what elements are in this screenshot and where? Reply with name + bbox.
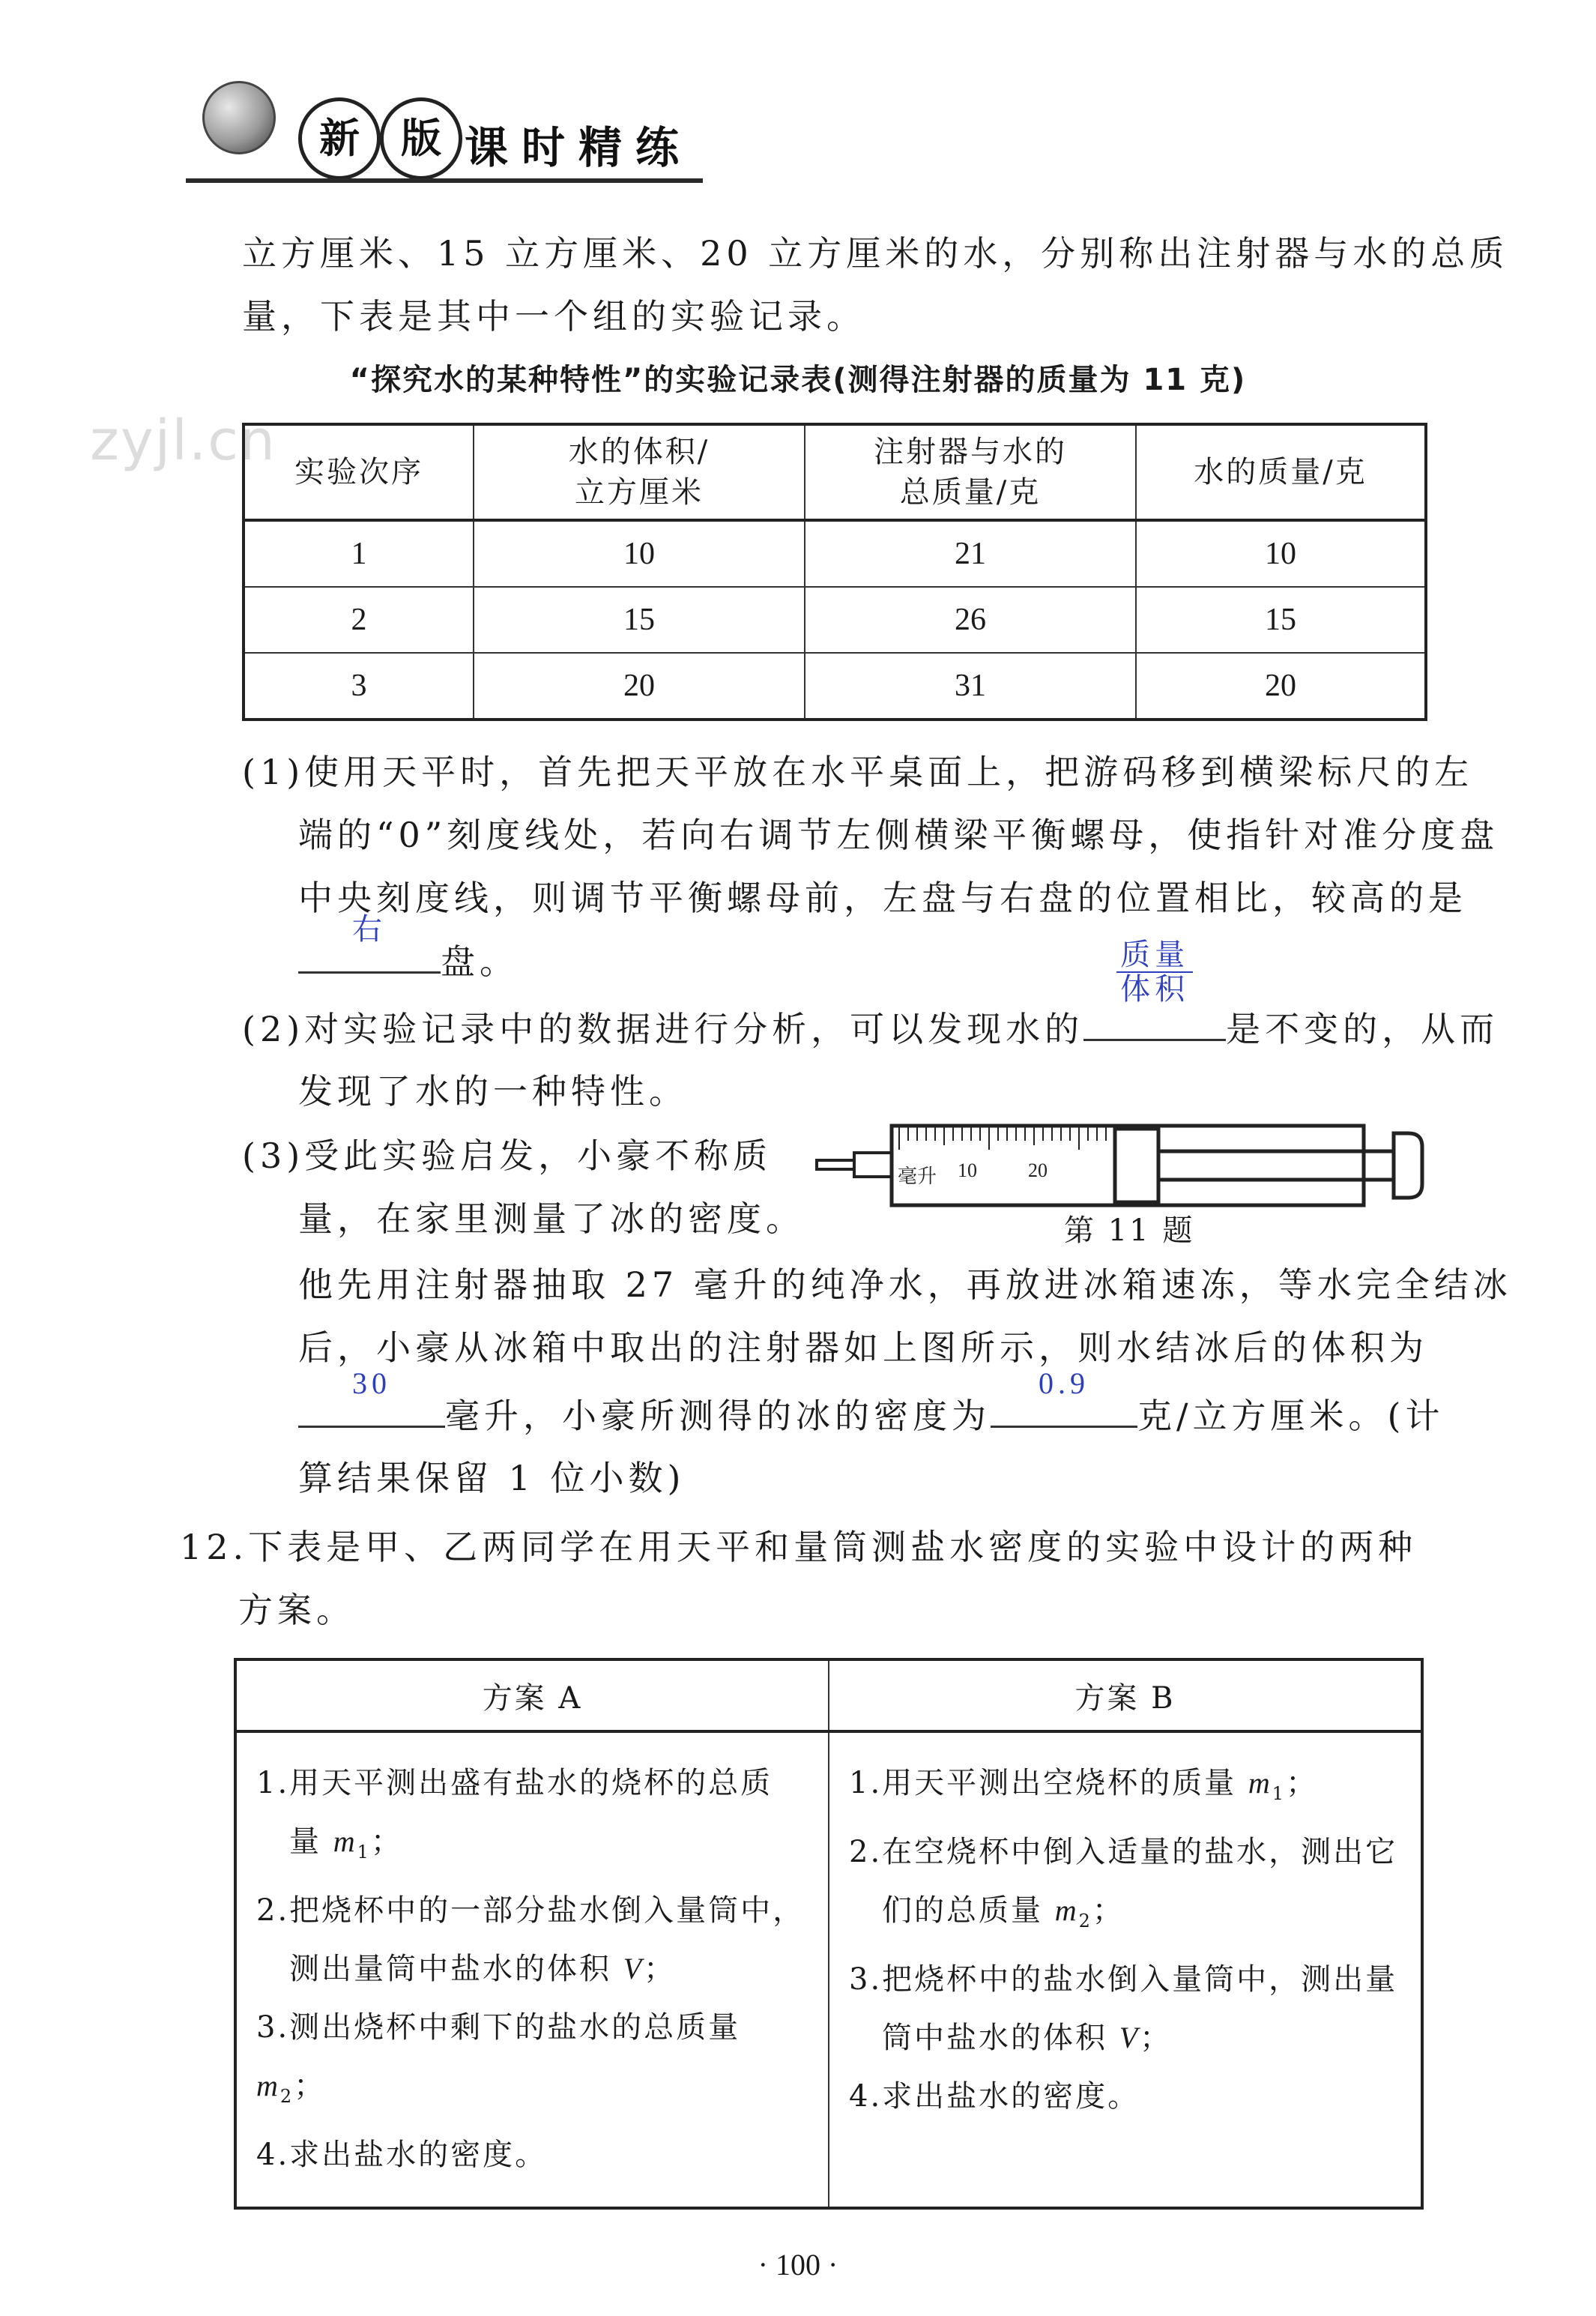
q3-line-4: 后，小豪从冰箱中取出的注射器如上图所示，则水结冰后的体积为 [298,1327,1428,1368]
cell: 31 [805,653,1136,720]
intro-line-1: 立方厘米、15 立方厘米、20 立方厘米的水，分别称出注射器与水的总质 [242,233,1509,274]
plan-b-step-2: 2.在空烧杯中倒入适量的盐水，测出它 们的总质量 $m_2$； [849,1835,1398,1931]
q12-line-1: 12.下表是甲、乙两同学在用天平和量筒测盐水密度的实验中设计的两种 [180,1527,1418,1567]
cell: 21 [805,520,1136,587]
figure-caption: 第 11 题 [1064,1213,1195,1248]
header-order: 实验次序 [244,424,474,520]
q1-line-2: 端的“0”刻度线处，若向右调节左侧横梁平衡螺母，使指针对准分度盘 [298,815,1499,855]
globe-logo-icon [202,81,276,154]
header-total-mass: 注射器与水的 总质量/克 [805,424,1136,520]
methods-row [235,1731,1422,2208]
cell: 1 [244,520,474,587]
syringe-tick-10: 10 [958,1159,977,1181]
q3-line-1: (3)受此实验启发，小豪不称质 [242,1136,773,1176]
table-row [244,587,1426,653]
header-rule [186,178,703,183]
q3-line-6: 算结果保留 1 位小数) [298,1458,686,1498]
header-volume: 水的体积/ 立方厘米 [474,424,805,520]
badge-xin: 新 [298,97,381,180]
q3-density-blank [991,1366,1137,1428]
cell: 26 [805,587,1136,653]
cell: 15 [1136,587,1426,653]
q2-line-2: 发现了水的一种特性。 [298,1071,688,1112]
q2-answer-fraction: 质量 体积 [1083,938,1226,1006]
cell: 10 [474,520,805,587]
cell: 20 [474,653,805,720]
q3-density-answer: 0.9 [1039,1366,1089,1400]
table-row [244,520,1426,587]
syringe-unit-label: 毫升 [898,1165,937,1188]
record-table [242,423,1427,721]
header-plan-b: 方案 B [829,1659,1422,1731]
watermark: zyjl.cn [90,408,276,473]
methods-header-row [235,1659,1422,1731]
cell: 20 [1136,653,1426,720]
q3-volume-answer: 30 [352,1366,391,1400]
plan-b-steps [829,1731,1422,2208]
plan-a-step-3: 3.测出烧杯中剩下的盐水的总质量 $m_2$； [256,2010,741,2107]
cell: 2 [244,587,474,653]
syringe-figure [809,1117,1439,1214]
q12-line-2: 方案。 [238,1590,355,1630]
table-row [244,653,1426,720]
page-number: · 100 · [758,2248,838,2282]
plan-b-step-1: 1.用天平测出空烧杯的质量 $m_1$； [849,1766,1319,1804]
badge-ban: 版 [380,97,462,180]
q2-line-1: (2)对实验记录中的数据进行分析，可以发现水的 质量 体积 是不变的，从而 [242,938,1499,1049]
plan-a-step-1: 1.用天平测出盛有盐水的烧杯的总质 量 $m_1$； [256,1766,773,1863]
plan-b-step-4: 4.求出盐水的密度。 [849,2079,1140,2114]
q3-volume-blank [298,1366,445,1428]
header-water-mass: 水的质量/克 [1136,424,1426,520]
q3-line-5: 30 毫升，小豪所测得的冰的密度为 0.9 克/立方厘米。(计 [298,1384,1444,1447]
header-plan-a: 方案 A [235,1659,829,1731]
cell: 15 [474,587,805,653]
series-title: 课时精练 [465,122,693,173]
plan-a-step-4: 4.求出盐水的密度。 [256,2138,548,2172]
cell: 10 [1136,520,1426,587]
q2-answer-blank [1083,938,1226,1041]
intro-line-2: 量，下表是其中一个组的实验记录。 [242,296,865,337]
methods-table [234,1658,1424,2210]
q1-line-4: 右 盘。 [298,929,519,993]
cell: 3 [244,653,474,720]
q1-line-3: 中央刻度线，则调节平衡螺母前，左盘与右盘的位置相比，较高的是 [298,878,1467,918]
plan-a-steps [235,1731,829,2208]
q1-line-1: (1)使用天平时，首先把天平放在水平桌面上，把游码移到横梁标尺的左 [242,752,1474,792]
q1-answer-blank [298,912,441,974]
q3-line-2: 量，在家里测量了冰的密度。 [298,1198,805,1239]
syringe-tick-20: 20 [1028,1159,1048,1181]
plan-b-step-3: 3.把烧杯中的盐水倒入量筒中，测出量 筒中盐水的体积 V； [849,1962,1398,2055]
table-title: “探究水的某种特性”的实验记录表(测得注射器的质量为 11 克) [349,363,1247,397]
plan-a-step-2: 2.把烧杯中的一部分盐水倒入量筒中， 测出量筒中盐水的体积 V； [256,1893,805,1986]
q3-line-3: 他先用注射器抽取 27 毫升的纯净水，再放进冰箱速冻，等水完全结冰 [298,1264,1512,1305]
table-header-row [244,424,1426,520]
q1-answer: 右 [352,912,387,946]
